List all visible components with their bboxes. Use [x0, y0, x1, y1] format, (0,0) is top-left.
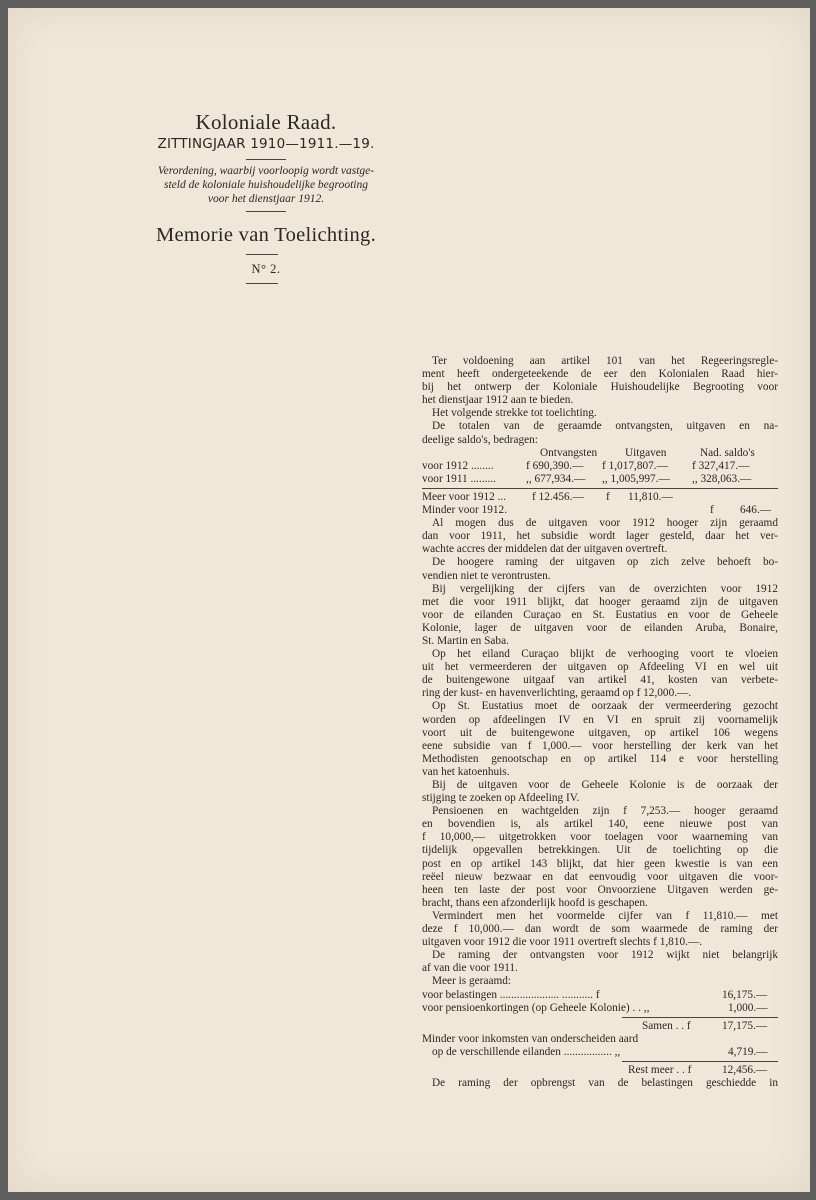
table-cell: op de verschillende eilanden ................. ,, [432, 1045, 621, 1058]
table-cell: ,, 1,005,997.— [602, 472, 670, 485]
table-row [422, 1046, 778, 1059]
subject-description [126, 164, 406, 206]
text-line: Methodisten genootschap en op artikel 114 e voor herstelling [422, 752, 778, 765]
text-line: post en op artikel 143 blijkt, dat hier geen kwestie is van een [422, 857, 778, 870]
text-line: De hoogere raming der uitgaven op zich zelve behoeft bo- [432, 556, 778, 569]
text-line: tijdelijk opgevallen betrekkingen. Uit de toelichting op die [422, 844, 778, 857]
council-heading: Koloniale Raad. [195, 110, 337, 134]
text-line: van het katoenhuis. [422, 765, 510, 778]
table-cell: f [710, 504, 714, 517]
table-row [422, 491, 778, 504]
table-cell: f [606, 490, 610, 503]
text-line: vendien niet te verontrusten. [422, 569, 551, 582]
text-line: St. Martin en Saba. [422, 634, 509, 647]
text-line: wachte accres der middelen dat der uitgaven overtreft. [422, 543, 668, 556]
text-line: ment heeft ondergeteekende de eer den Kolonialen Raad hier- [422, 368, 778, 381]
table-row [422, 504, 778, 517]
table-row [422, 1002, 778, 1015]
text-line: ring der kust- en havenverlichting, geraamd op f 12,000.—. [422, 687, 692, 700]
column-header: Ontvangsten [540, 446, 598, 459]
table-divider [622, 1061, 778, 1062]
revenue-table [422, 989, 778, 1078]
text-line: Vermindert men het voormelde cijfer van f 11,810.— met [432, 909, 778, 922]
text-line: het dienstjaar 1912 aan te bieden. [422, 394, 574, 407]
text-line: De raming der ontvangsten voor 1912 wijkt niet belangrijk [432, 949, 778, 962]
totals-table [422, 447, 778, 517]
paragraph [422, 517, 778, 556]
divider [246, 211, 286, 212]
document-page [8, 8, 810, 1192]
text-line: dan voor 1911, het subsidie wordt lager gesteld, daar het ver- [422, 530, 778, 543]
paragraph [422, 648, 778, 700]
text-line: De totalen van de geraamde ontvangsten, uitgaven en na- [432, 420, 778, 433]
text-line: uit het vermeerderen der uitgaven op Afdeeling VI en wel uit [422, 661, 778, 674]
text-line: met die voor 1911 blijkt, dat hooger geraamd zijn de uitgaven [422, 595, 778, 608]
table-cell: voor 1912 ........ [422, 459, 494, 472]
table-cell: Minder voor 1912. [422, 504, 508, 517]
paragraph [422, 556, 778, 582]
table-row [422, 1064, 778, 1077]
table-cell: Rest meer . . f [628, 1063, 692, 1076]
table-cell: f 327,417.— [692, 459, 750, 472]
text-line: f 10,000,— uitgetrokken voor toelagen voor waarneming van [422, 831, 778, 844]
text-line: stijging te zoeken op Afdeeling IV. [422, 792, 580, 805]
table-row [422, 1020, 778, 1033]
text-line: Kolonie, lager de uitgaven voor de eilanden Aruba, Bonaire, [422, 621, 778, 634]
table-cell: 646.— [740, 504, 772, 517]
subject-line: Verordening, waarbij voorloopig wordt vastge- [157, 165, 375, 177]
text-line: bij het ontwerp der Koloniale Huishoudelijke Begrooting voor [422, 381, 778, 394]
table-cell: voor belastingen ..................... ........... f [422, 988, 600, 1001]
table-cell: f 690,390.— [526, 459, 584, 472]
text-line: bracht, thans een afzonderlijk hoofd is geschapen. [422, 896, 648, 909]
table-cell: Meer voor 1912 ... [422, 490, 507, 503]
paragraph [422, 779, 778, 805]
divider [246, 283, 278, 284]
table-header-row [422, 447, 778, 460]
paragraph [422, 949, 778, 975]
table-cell: f 1,017,807.— [602, 459, 668, 472]
table-cell: 11,810.— [628, 490, 673, 503]
text-line: de buitengewone uitgaaf van artikel 41, kosten van verbete- [422, 674, 778, 687]
table-cell: ,, 677,934.— [526, 472, 586, 485]
text-line: eene subsidie van f 1,000.— voor herstelling der kerk van het [422, 739, 778, 752]
session-heading: ZITTINGJAAR 1910—1911.—19. [157, 136, 375, 152]
table-cell: Samen . . f [642, 1019, 691, 1032]
table-row [422, 473, 778, 486]
paragraph: Meer is geraamd: [432, 975, 512, 988]
text-line: Op St. Eustatius moet de oorzaak der vermeerdering gezocht [432, 700, 778, 713]
paragraph [422, 910, 778, 949]
document-title: Memorie van Toelichting. [155, 224, 377, 246]
text-line: Ter voldoening aan artikel 101 van het Regeeringsregle- [432, 355, 778, 367]
table-cell: f 12.456.— [532, 490, 584, 503]
text-line: heen ten laste der post voor Onvoorziene Uitgaven werden ge- [422, 883, 778, 896]
text-line: Op het eiland Curaçao blijkt de verhooging voort te vloeien [432, 648, 778, 661]
table-cell: 16,175.— [722, 988, 768, 1001]
paragraph: De raming der opbrengst van de belastingen geschiedde in [432, 1077, 778, 1090]
text-line: voor de eilanden Curaçao en St. Eustatius en voor de Geheele [422, 608, 778, 621]
text-line: en bovendien is, als artikel 140, eene nieuwe post van [422, 818, 778, 831]
memorandum-body [422, 355, 778, 1090]
column-header: Nad. saldo's [700, 446, 755, 459]
table-cell: 12,456.— [722, 1063, 768, 1076]
text-line: voort uit de buitengewone uitgaven, op artikel 106 wegens [422, 726, 778, 739]
paragraph [422, 355, 778, 407]
table-cell: voor 1911 ......... [422, 472, 496, 485]
subject-line: voor het dienstjaar 1912. [207, 193, 325, 205]
text-line: Al mogen dus de uitgaven voor 1912 hooger zijn geraamd [432, 517, 778, 530]
document-number: N° 2. [251, 262, 281, 276]
paragraph [422, 583, 778, 648]
text-line: Pensioenen en wachtgelden zijn f 7,253.— hooger geraamd [432, 805, 778, 818]
table-cell: ,, 328,063.— [692, 472, 752, 485]
text-line: af van die voor 1911. [422, 962, 518, 975]
paragraph [422, 700, 778, 779]
table-divider [422, 488, 778, 489]
table-cell: 17,175.— [722, 1019, 768, 1032]
table-cell: Minder voor inkomsten van onderscheiden aard [422, 1032, 639, 1045]
text-line: deze f 10,000.— dan wordt de som waarmede de raming der [422, 923, 778, 936]
text-line: worden op afdeelingen IV en VI en spruit zij voornamelijk [422, 713, 778, 726]
divider [246, 254, 278, 255]
text-line: reëel nieuw bezwaar en dat eenvoudig voor uitgaven die voor- [422, 870, 778, 883]
text-line: Bij vergelijking der cijfers van de overzichten voor 1912 [432, 582, 778, 595]
text-line: deelige saldo's, bedragen: [422, 433, 538, 446]
paragraph [422, 805, 778, 910]
text-line: Bij de uitgaven voor de Geheele Kolonie is de oorzaak der [432, 779, 778, 791]
divider [246, 159, 286, 160]
table-row [422, 989, 778, 1002]
table-cell: 4,719.— [728, 1045, 768, 1058]
subject-line: steld de koloniale huishoudelijke begrooting [164, 179, 368, 191]
table-divider [622, 1017, 778, 1018]
text-line: uitgaven voor 1912 die voor 1911 overtreft slechts f 1,810.—. [422, 936, 703, 949]
table-row [422, 460, 778, 473]
paragraph: Het volgende strekke tot toelichting. [432, 407, 597, 420]
column-header: Uitgaven [625, 446, 667, 459]
paragraph [422, 420, 778, 446]
table-cell: 1,000.— [728, 1001, 768, 1014]
table-cell: voor pensioenkortingen (op Geheele Kolonie) . . ,, [422, 1001, 650, 1014]
